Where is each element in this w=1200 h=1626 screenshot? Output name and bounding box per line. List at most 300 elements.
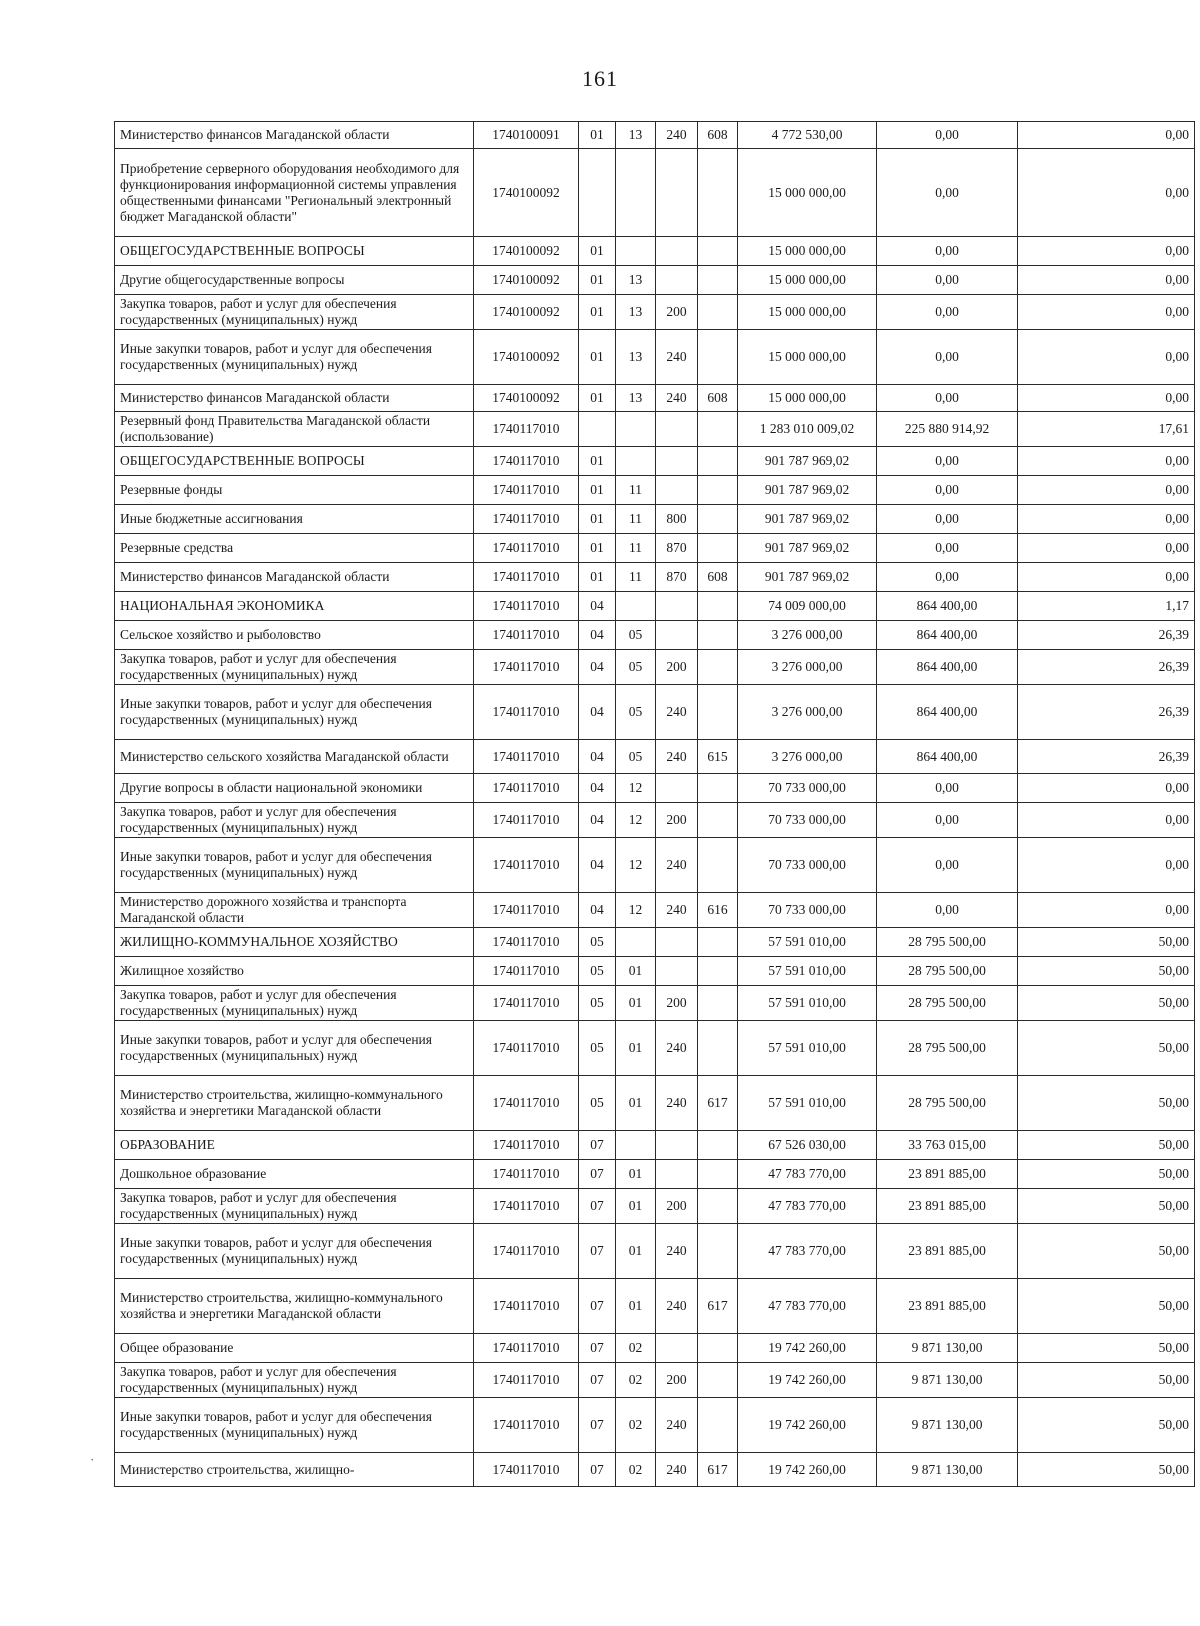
cell-ministry-code: 608 [698,122,738,149]
cell-target-code: 1740117010 [474,1021,579,1076]
cell-expense-type-code [656,957,698,986]
cell-execution-percent: 50,00 [1018,1224,1195,1279]
cell-executed-amount: 0,00 [877,266,1018,295]
cell-item-name: Иные закупки товаров, работ и услуг для обеспечения государственных (муниципальных) нужд [115,1224,474,1279]
cell-section-code: 01 [579,266,616,295]
cell-executed-amount: 0,00 [877,803,1018,838]
cell-planned-amount: 15 000 000,00 [738,266,877,295]
cell-subsection-code: 13 [616,266,656,295]
table-row [115,774,1195,803]
cell-section-code: 04 [579,621,616,650]
cell-section-code: 04 [579,592,616,621]
cell-executed-amount: 28 795 500,00 [877,957,1018,986]
cell-subsection-code: 01 [616,1021,656,1076]
cell-planned-amount: 901 787 969,02 [738,534,877,563]
cell-section-code: 01 [579,295,616,330]
cell-executed-amount: 23 891 885,00 [877,1224,1018,1279]
cell-execution-percent: 0,00 [1018,237,1195,266]
cell-executed-amount: 28 795 500,00 [877,1021,1018,1076]
cell-target-code: 1740117010 [474,650,579,685]
table-row [115,1131,1195,1160]
cell-expense-type-code [656,774,698,803]
cell-planned-amount: 57 591 010,00 [738,1076,877,1131]
cell-section-code: 07 [579,1398,616,1453]
cell-executed-amount: 0,00 [877,122,1018,149]
table-row [115,1279,1195,1334]
cell-section-code: 04 [579,774,616,803]
cell-subsection-code: 02 [616,1398,656,1453]
cell-section-code: 01 [579,330,616,385]
cell-target-code: 1740117010 [474,957,579,986]
table-row [115,1021,1195,1076]
cell-ministry-code [698,838,738,893]
cell-target-code: 1740117010 [474,893,579,928]
cell-section-code: 05 [579,1021,616,1076]
cell-executed-amount: 9 871 130,00 [877,1334,1018,1363]
cell-planned-amount: 70 733 000,00 [738,803,877,838]
cell-subsection-code [616,928,656,957]
cell-ministry-code [698,774,738,803]
table-row [115,650,1195,685]
cell-item-name: Иные закупки товаров, работ и услуг для обеспечения государственных (муниципальных) нужд [115,838,474,893]
cell-execution-percent: 50,00 [1018,1160,1195,1189]
table-row [115,1398,1195,1453]
cell-target-code: 1740100092 [474,237,579,266]
cell-planned-amount: 70 733 000,00 [738,838,877,893]
cell-expense-type-code: 240 [656,385,698,412]
cell-ministry-code [698,266,738,295]
cell-executed-amount: 0,00 [877,476,1018,505]
cell-planned-amount: 1 283 010 009,02 [738,412,877,447]
cell-item-name: Закупка товаров, работ и услуг для обеспечения государственных (муниципальных) нужд [115,986,474,1021]
cell-target-code: 1740117010 [474,1224,579,1279]
cell-section-code: 01 [579,505,616,534]
cell-expense-type-code: 240 [656,1279,698,1334]
cell-subsection-code: 02 [616,1334,656,1363]
cell-ministry-code [698,1160,738,1189]
cell-target-code: 1740117010 [474,505,579,534]
cell-ministry-code [698,1021,738,1076]
cell-execution-percent: 26,39 [1018,621,1195,650]
cell-execution-percent: 50,00 [1018,1279,1195,1334]
table-row [115,592,1195,621]
cell-execution-percent: 0,00 [1018,122,1195,149]
cell-execution-percent: 0,00 [1018,385,1195,412]
cell-executed-amount: 9 871 130,00 [877,1363,1018,1398]
cell-subsection-code: 01 [616,1076,656,1131]
cell-item-name: Министерство дорожного хозяйства и транспорта Магаданской области [115,893,474,928]
cell-section-code: 04 [579,893,616,928]
scan-artifact: · [90,1452,95,1467]
cell-subsection-code: 05 [616,740,656,774]
cell-execution-percent: 17,61 [1018,412,1195,447]
cell-section-code: 07 [579,1160,616,1189]
cell-executed-amount: 0,00 [877,505,1018,534]
cell-target-code: 1740117010 [474,1189,579,1224]
cell-target-code: 1740117010 [474,1363,579,1398]
cell-subsection-code: 13 [616,385,656,412]
cell-section-code: 07 [579,1189,616,1224]
cell-executed-amount: 864 400,00 [877,685,1018,740]
cell-item-name: Резервный фонд Правительства Магаданской области (использование) [115,412,474,447]
cell-execution-percent: 50,00 [1018,928,1195,957]
cell-section-code: 01 [579,447,616,476]
cell-planned-amount: 901 787 969,02 [738,505,877,534]
cell-executed-amount: 864 400,00 [877,592,1018,621]
cell-target-code: 1740117010 [474,563,579,592]
cell-planned-amount: 3 276 000,00 [738,650,877,685]
cell-target-code: 1740100092 [474,149,579,237]
cell-subsection-code: 05 [616,685,656,740]
cell-expense-type-code: 240 [656,685,698,740]
cell-target-code: 1740117010 [474,1334,579,1363]
cell-expense-type-code: 800 [656,505,698,534]
cell-executed-amount: 0,00 [877,330,1018,385]
cell-planned-amount: 70 733 000,00 [738,774,877,803]
cell-subsection-code: 05 [616,650,656,685]
cell-expense-type-code: 240 [656,893,698,928]
cell-expense-type-code [656,928,698,957]
cell-section-code: 01 [579,385,616,412]
cell-planned-amount: 901 787 969,02 [738,447,877,476]
table-row [115,1189,1195,1224]
cell-target-code: 1740117010 [474,1453,579,1487]
table-row [115,1334,1195,1363]
cell-subsection-code [616,1131,656,1160]
cell-ministry-code [698,476,738,505]
cell-section-code: 01 [579,237,616,266]
cell-section-code: 07 [579,1224,616,1279]
cell-expense-type-code: 200 [656,650,698,685]
cell-planned-amount: 47 783 770,00 [738,1279,877,1334]
table-row [115,986,1195,1021]
cell-planned-amount: 4 772 530,00 [738,122,877,149]
cell-subsection-code: 01 [616,986,656,1021]
cell-target-code: 1740100092 [474,385,579,412]
cell-planned-amount: 74 009 000,00 [738,592,877,621]
cell-target-code: 1740117010 [474,534,579,563]
cell-item-name: Общее образование [115,1334,474,1363]
cell-subsection-code: 11 [616,563,656,592]
cell-subsection-code: 01 [616,1279,656,1334]
cell-ministry-code [698,295,738,330]
cell-ministry-code: 608 [698,563,738,592]
cell-target-code: 1740117010 [474,412,579,447]
cell-item-name: Иные закупки товаров, работ и услуг для обеспечения государственных (муниципальных) нужд [115,330,474,385]
cell-expense-type-code [656,592,698,621]
cell-execution-percent: 0,00 [1018,505,1195,534]
cell-target-code: 1740117010 [474,986,579,1021]
cell-item-name: Резервные фонды [115,476,474,505]
cell-item-name: Резервные средства [115,534,474,563]
cell-target-code: 1740117010 [474,740,579,774]
cell-section-code: 01 [579,476,616,505]
cell-expense-type-code [656,1131,698,1160]
cell-target-code: 1740117010 [474,838,579,893]
cell-executed-amount: 0,00 [877,447,1018,476]
cell-subsection-code: 01 [616,957,656,986]
cell-subsection-code: 13 [616,295,656,330]
cell-planned-amount: 15 000 000,00 [738,330,877,385]
cell-expense-type-code [656,476,698,505]
cell-section-code: 01 [579,563,616,592]
cell-expense-type-code: 240 [656,1224,698,1279]
cell-subsection-code: 13 [616,122,656,149]
cell-section-code: 07 [579,1279,616,1334]
cell-planned-amount: 3 276 000,00 [738,685,877,740]
cell-item-name: Министерство финансов Магаданской области [115,563,474,592]
cell-executed-amount: 0,00 [877,385,1018,412]
cell-execution-percent: 50,00 [1018,1076,1195,1131]
cell-ministry-code: 615 [698,740,738,774]
cell-target-code: 1740117010 [474,447,579,476]
cell-executed-amount: 0,00 [877,149,1018,237]
cell-section-code: 05 [579,1076,616,1131]
cell-planned-amount: 19 742 260,00 [738,1453,877,1487]
cell-ministry-code [698,650,738,685]
cell-planned-amount: 15 000 000,00 [738,385,877,412]
cell-target-code: 1740117010 [474,621,579,650]
cell-executed-amount: 0,00 [877,774,1018,803]
table-row [115,838,1195,893]
cell-expense-type-code: 240 [656,1453,698,1487]
cell-execution-percent: 0,00 [1018,563,1195,592]
cell-item-name: Приобретение серверного оборудования необходимого для функционирования информационной системы управления общественными финансами "Региональный электронный бюджет Магаданской области" [115,149,474,237]
cell-executed-amount: 28 795 500,00 [877,986,1018,1021]
table-row [115,563,1195,592]
cell-section-code: 07 [579,1363,616,1398]
cell-subsection-code: 01 [616,1224,656,1279]
cell-ministry-code [698,803,738,838]
cell-subsection-code: 13 [616,330,656,385]
cell-target-code: 1740100092 [474,295,579,330]
cell-ministry-code [698,986,738,1021]
table-row [115,685,1195,740]
cell-target-code: 1740117010 [474,685,579,740]
cell-item-name: Закупка товаров, работ и услуг для обеспечения государственных (муниципальных) нужд [115,650,474,685]
cell-section-code [579,149,616,237]
cell-execution-percent: 0,00 [1018,774,1195,803]
cell-expense-type-code: 240 [656,1398,698,1453]
cell-execution-percent: 50,00 [1018,1189,1195,1224]
table-row [115,412,1195,447]
cell-ministry-code: 617 [698,1453,738,1487]
cell-subsection-code [616,412,656,447]
cell-ministry-code [698,1131,738,1160]
cell-item-name: Жилищное хозяйство [115,957,474,986]
cell-execution-percent: 0,00 [1018,295,1195,330]
cell-planned-amount: 57 591 010,00 [738,957,877,986]
cell-planned-amount: 19 742 260,00 [738,1363,877,1398]
cell-expense-type-code: 240 [656,1021,698,1076]
cell-section-code: 04 [579,803,616,838]
table-row [115,237,1195,266]
cell-planned-amount: 19 742 260,00 [738,1334,877,1363]
cell-section-code: 07 [579,1453,616,1487]
cell-target-code: 1740117010 [474,1076,579,1131]
cell-subsection-code: 11 [616,534,656,563]
table-row [115,803,1195,838]
page-number: 161 [582,66,618,91]
cell-expense-type-code [656,447,698,476]
cell-executed-amount: 864 400,00 [877,621,1018,650]
cell-subsection-code: 12 [616,838,656,893]
cell-executed-amount: 0,00 [877,893,1018,928]
cell-execution-percent: 50,00 [1018,1021,1195,1076]
budget-table-body [115,122,1195,1487]
cell-ministry-code [698,1334,738,1363]
cell-expense-type-code: 200 [656,986,698,1021]
cell-section-code: 07 [579,1131,616,1160]
cell-item-name: Другие вопросы в области национальной экономики [115,774,474,803]
cell-executed-amount: 0,00 [877,295,1018,330]
cell-section-code: 01 [579,122,616,149]
cell-expense-type-code [656,1160,698,1189]
cell-ministry-code [698,928,738,957]
cell-item-name: Другие общегосударственные вопросы [115,266,474,295]
cell-item-name: ОБЩЕГОСУДАРСТВЕННЫЕ ВОПРОСЫ [115,447,474,476]
table-row [115,295,1195,330]
cell-subsection-code [616,149,656,237]
cell-subsection-code: 11 [616,476,656,505]
cell-planned-amount: 57 591 010,00 [738,986,877,1021]
cell-expense-type-code: 870 [656,534,698,563]
cell-section-code: 04 [579,685,616,740]
cell-item-name: ОБРАЗОВАНИЕ [115,1131,474,1160]
cell-item-name: Иные закупки товаров, работ и услуг для обеспечения государственных (муниципальных) нужд [115,1021,474,1076]
cell-planned-amount: 901 787 969,02 [738,563,877,592]
cell-planned-amount: 70 733 000,00 [738,893,877,928]
cell-ministry-code [698,149,738,237]
cell-ministry-code [698,534,738,563]
cell-subsection-code [616,592,656,621]
cell-ministry-code [698,957,738,986]
cell-expense-type-code [656,266,698,295]
cell-ministry-code: 617 [698,1279,738,1334]
cell-ministry-code [698,1189,738,1224]
table-row [115,1076,1195,1131]
cell-target-code: 1740117010 [474,1398,579,1453]
cell-subsection-code: 12 [616,803,656,838]
table-row [115,149,1195,237]
cell-target-code: 1740100091 [474,122,579,149]
cell-ministry-code [698,685,738,740]
cell-item-name: Сельское хозяйство и рыболовство [115,621,474,650]
cell-execution-percent: 26,39 [1018,685,1195,740]
cell-subsection-code: 11 [616,505,656,534]
cell-item-name: Дошкольное образование [115,1160,474,1189]
cell-planned-amount: 57 591 010,00 [738,1021,877,1076]
cell-item-name: Министерство сельского хозяйства Магаданской области [115,740,474,774]
cell-ministry-code [698,412,738,447]
cell-section-code: 04 [579,650,616,685]
cell-item-name: Иные закупки товаров, работ и услуг для обеспечения государственных (муниципальных) нужд [115,685,474,740]
cell-expense-type-code: 240 [656,122,698,149]
cell-executed-amount: 864 400,00 [877,740,1018,774]
cell-subsection-code: 12 [616,893,656,928]
cell-section-code: 01 [579,534,616,563]
cell-ministry-code: 616 [698,893,738,928]
cell-ministry-code [698,1224,738,1279]
cell-executed-amount: 864 400,00 [877,650,1018,685]
cell-planned-amount: 57 591 010,00 [738,928,877,957]
cell-section-code: 05 [579,928,616,957]
cell-executed-amount: 9 871 130,00 [877,1398,1018,1453]
cell-execution-percent: 0,00 [1018,266,1195,295]
cell-execution-percent: 50,00 [1018,957,1195,986]
cell-expense-type-code: 240 [656,330,698,385]
cell-expense-type-code [656,1334,698,1363]
table-row [115,505,1195,534]
cell-executed-amount: 0,00 [877,563,1018,592]
cell-target-code: 1740117010 [474,1279,579,1334]
cell-item-name: Иные закупки товаров, работ и услуг для обеспечения государственных (муниципальных) нужд [115,1398,474,1453]
cell-subsection-code: 02 [616,1363,656,1398]
cell-target-code: 1740100092 [474,266,579,295]
cell-planned-amount: 3 276 000,00 [738,621,877,650]
cell-section-code: 04 [579,740,616,774]
cell-execution-percent: 0,00 [1018,149,1195,237]
table-row [115,476,1195,505]
table-row [115,122,1195,149]
cell-execution-percent: 26,39 [1018,650,1195,685]
cell-ministry-code [698,621,738,650]
cell-subsection-code: 01 [616,1189,656,1224]
cell-ministry-code [698,505,738,534]
cell-item-name: Закупка товаров, работ и услуг для обеспечения государственных (муниципальных) нужд [115,1363,474,1398]
cell-executed-amount: 28 795 500,00 [877,928,1018,957]
cell-planned-amount: 3 276 000,00 [738,740,877,774]
cell-planned-amount: 901 787 969,02 [738,476,877,505]
cell-section-code: 07 [579,1334,616,1363]
table-row [115,385,1195,412]
table-row [115,621,1195,650]
cell-executed-amount: 23 891 885,00 [877,1189,1018,1224]
cell-execution-percent: 0,00 [1018,838,1195,893]
cell-execution-percent: 50,00 [1018,1398,1195,1453]
cell-executed-amount: 28 795 500,00 [877,1076,1018,1131]
cell-expense-type-code [656,621,698,650]
cell-target-code: 1740117010 [474,592,579,621]
table-row [115,1363,1195,1398]
cell-planned-amount: 15 000 000,00 [738,237,877,266]
cell-execution-percent: 50,00 [1018,1334,1195,1363]
table-row [115,447,1195,476]
cell-ministry-code [698,1363,738,1398]
table-row [115,330,1195,385]
cell-planned-amount: 19 742 260,00 [738,1398,877,1453]
cell-executed-amount: 9 871 130,00 [877,1453,1018,1487]
budget-table [114,121,1195,1487]
cell-subsection-code: 12 [616,774,656,803]
cell-expense-type-code [656,149,698,237]
cell-executed-amount: 0,00 [877,237,1018,266]
cell-ministry-code [698,237,738,266]
table-row [115,893,1195,928]
cell-section-code: 05 [579,957,616,986]
table-row [115,1160,1195,1189]
cell-subsection-code [616,237,656,266]
cell-ministry-code: 608 [698,385,738,412]
cell-execution-percent: 0,00 [1018,447,1195,476]
cell-planned-amount: 47 783 770,00 [738,1224,877,1279]
table-row [115,928,1195,957]
cell-section-code [579,412,616,447]
cell-item-name: Министерство строительства, жилищно-коммунального хозяйства и энергетики Магаданской области [115,1076,474,1131]
cell-target-code: 1740117010 [474,1160,579,1189]
cell-planned-amount: 15 000 000,00 [738,149,877,237]
cell-target-code: 1740117010 [474,803,579,838]
